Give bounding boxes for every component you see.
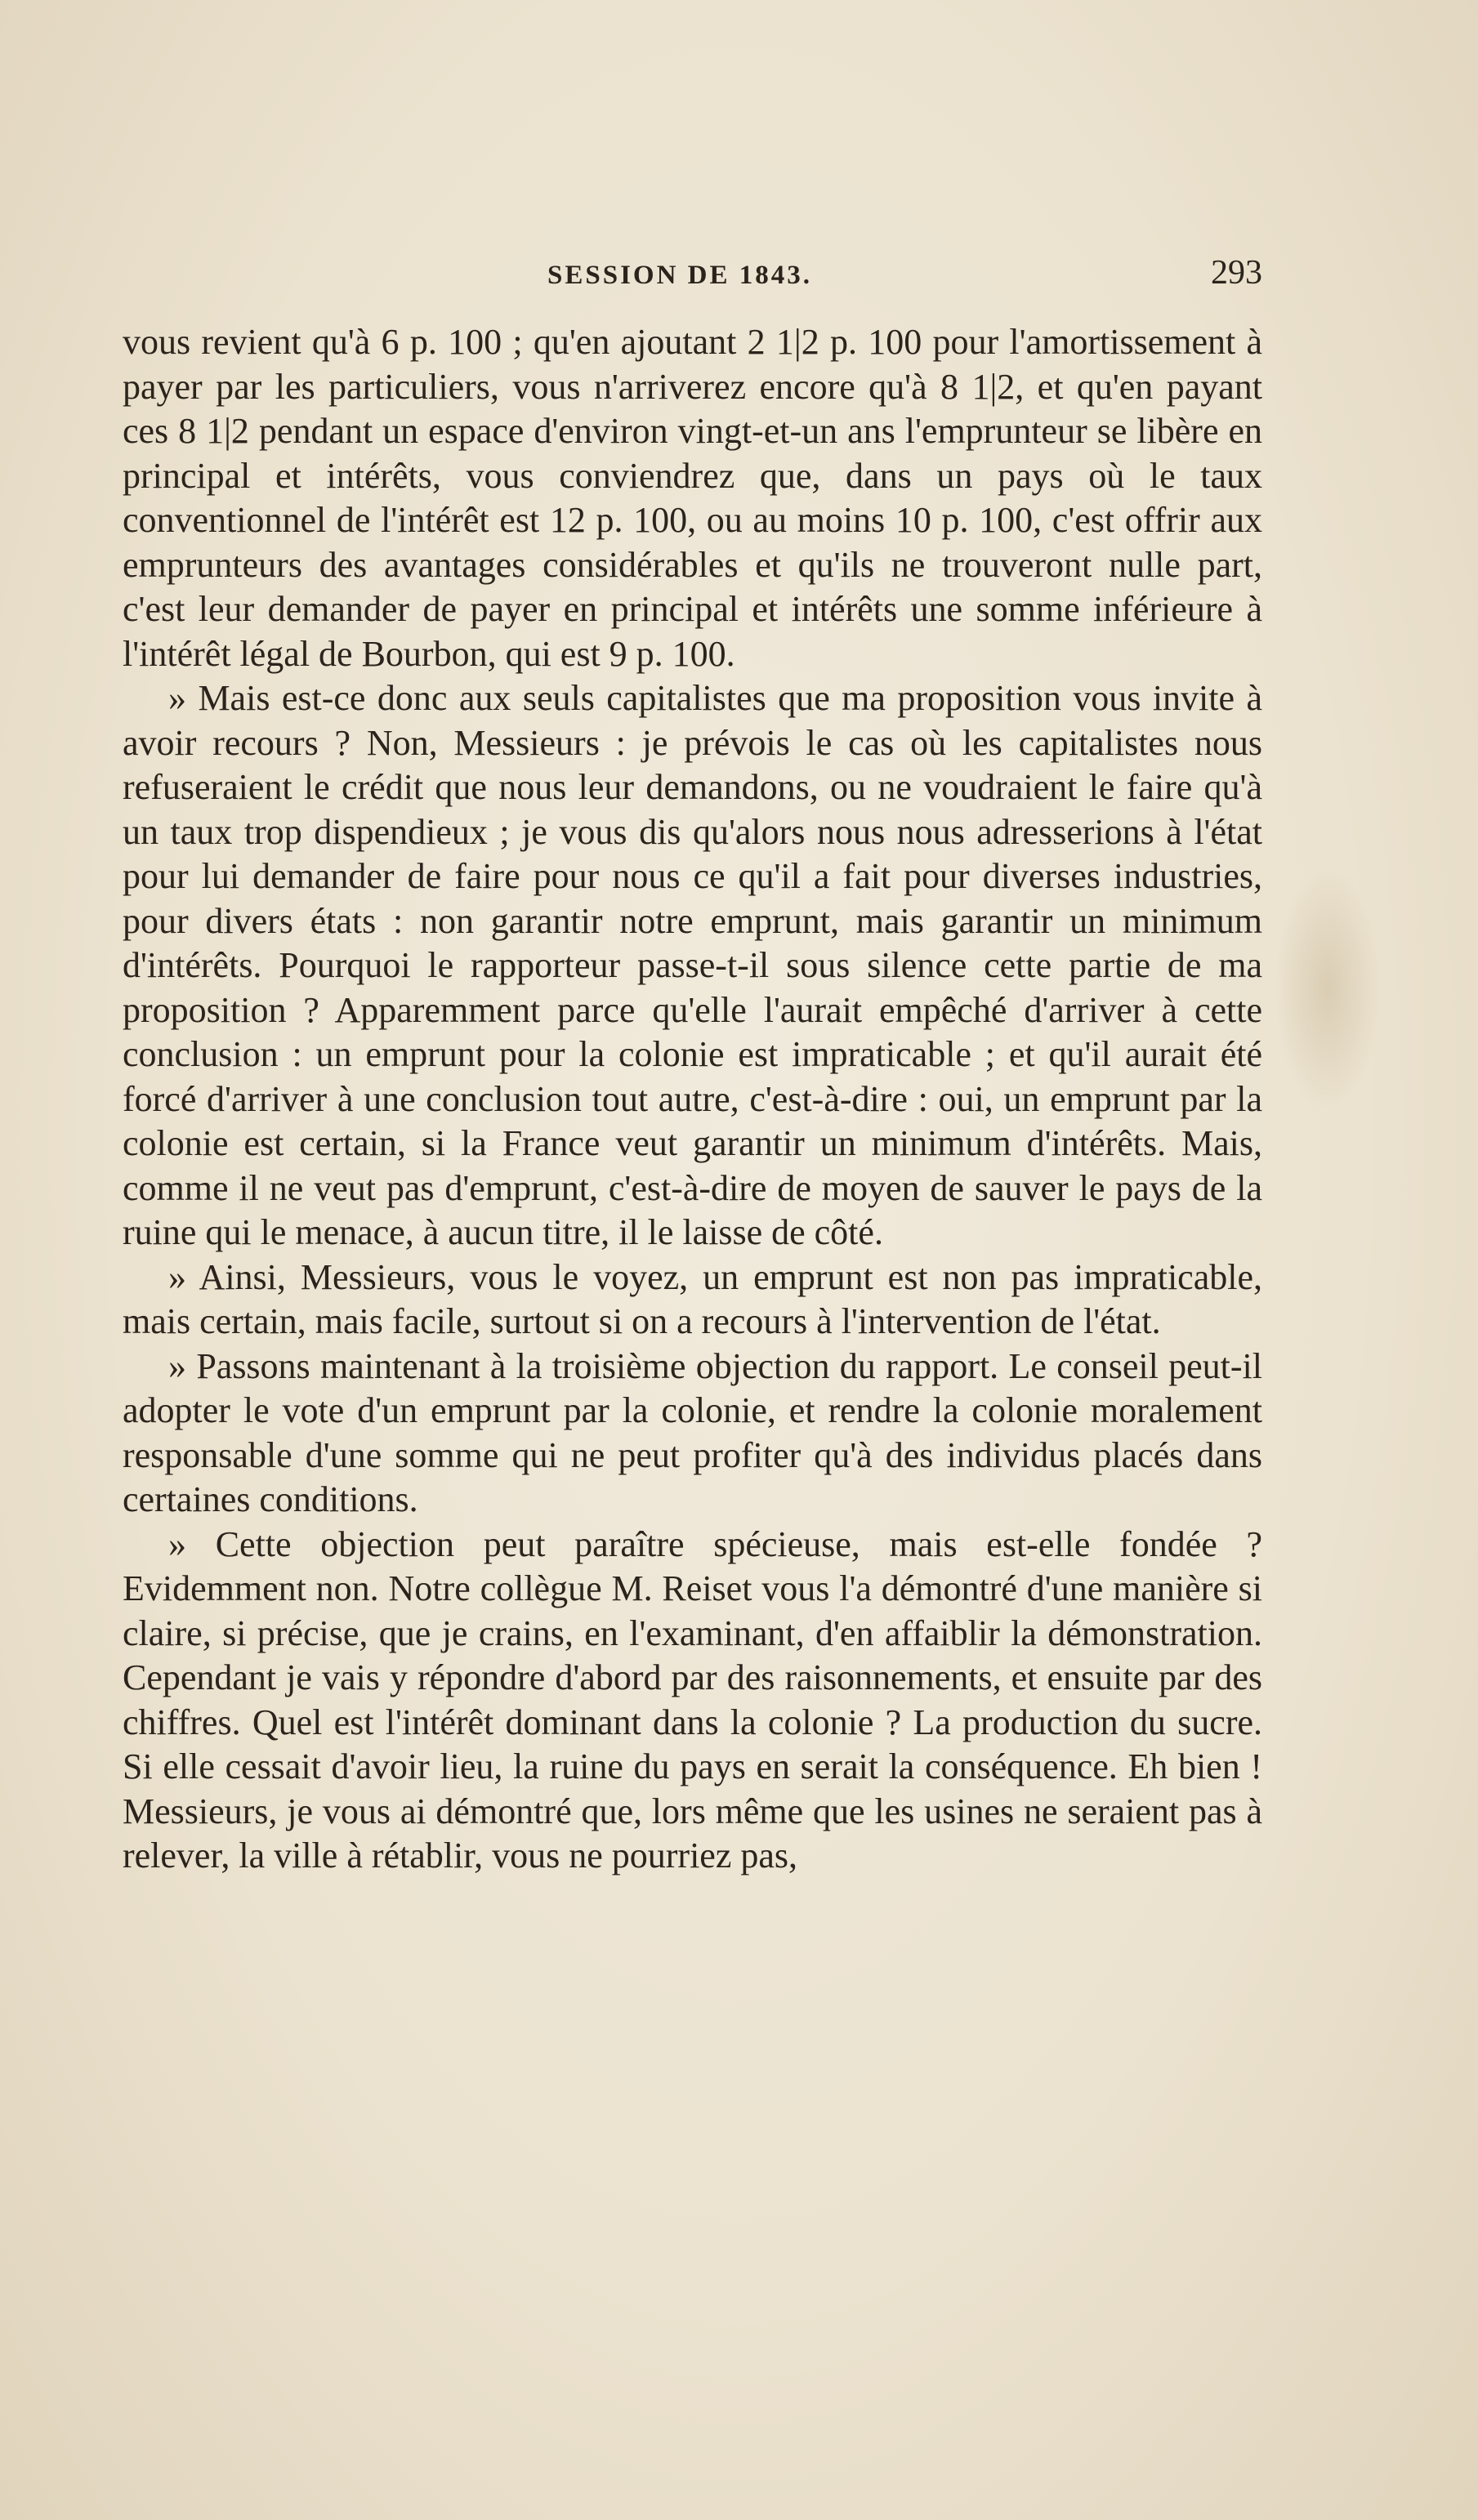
page-number: 293	[1211, 254, 1262, 292]
paper-stain	[1275, 866, 1381, 1111]
paragraph-1: vous revient qu'à 6 p. 100 ; qu'en ajoutant 2 1|2 p. 100 pour l'amortissement à payer par les particuliers, vous n'arriverez encore qu'à 8 1|2, et qu'en payant ces 8 1|2 pendant un espace d'environ vingt-et-un ans l'emprunteur se libère en principal et intérêts, vous conviendrez que, dans un pays où le taux conventionnel de l'intérêt est 12 p. 100, ou au moins 10 p. 100, c'est offrir aux emprunteurs des avantages considérables et qu'ils ne trouveront nulle part, c'est leur demander de payer en principal et intérêts une somme inférieure à l'intérêt légal de Bourbon, qui est 9 p. 100.	[123, 322, 1262, 674]
paragraph-4: » Passons maintenant à la troisième objection du rapport. Le conseil peut-il adopter le vote d'un emprunt par la colonie, et rendre la colonie moralement responsable d'une somme qui ne peut profiter qu'à des individus placés dans certaines conditions.	[123, 1345, 1262, 1519]
paragraph-3: » Ainsi, Messieurs, vous le voyez, un emprunt est non pas impraticable, mais certain, mais facile, surtout si on a recours à l'intervention de l'état.	[123, 1256, 1262, 1341]
paragraph-2: » Mais est-ce donc aux seuls capitalistes que ma proposition vous invite à avoir recours ? Non, Messieurs : je prévois le cas où les capitalistes nous refuseraient le crédit que nous leur demandons, ou ne voudraient le faire qu'à un taux trop dispendieux ; je vous dis qu'alors nous nous adresserions à l'état pour lui demander de faire pour nous ce qu'il a fait pour diverses industries, pour divers états : non garantir notre emprunt, mais garantir un minimum d'intérêts. Pourquoi le rapporteur passe-t-il sous silence cette partie de ma proposition ? Apparemment parce qu'elle l'aurait empêché d'arriver à cette conclusion : un emprunt pour la colonie est impraticable ; et qu'il aurait été forcé d'arriver à une conclusion tout autre, c'est-à-dire : oui, un emprunt par la colonie est certain, si la France veut garantir un minimum d'intérêts. Mais, comme il ne veut pas d'emprunt, c'est-à-dire de moyen de sauver le pays de la ruine qui le menace, à aucun titre, il le laisse de côté.	[123, 678, 1262, 1252]
page-header	[123, 253, 1262, 302]
paragraph-5: » Cette objection peut paraître spécieuse, mais est-elle fondée ? Evidemment non. Notre collègue M. Reiset vous l'a démontré d'une manière si claire, si précise, que je crains, en l'examinant, d'en affaiblir la démonstration. Cependant je vais y répondre d'abord par des raisonnements, et ensuite par des chiffres. Quel est l'intérêt dominant dans la colonie ? La production du sucre. Si elle cessait d'avoir lieu, la ruine du pays en serait la conséquence. Eh bien ! Messieurs, je vous ai démontré que, lors même que les usines ne seraient pas à relever, la ville à rétablir, vous ne pourriez pas,	[123, 1523, 1262, 1876]
running-title: SESSION DE 1843.	[547, 261, 813, 290]
body-text	[123, 320, 1262, 1879]
